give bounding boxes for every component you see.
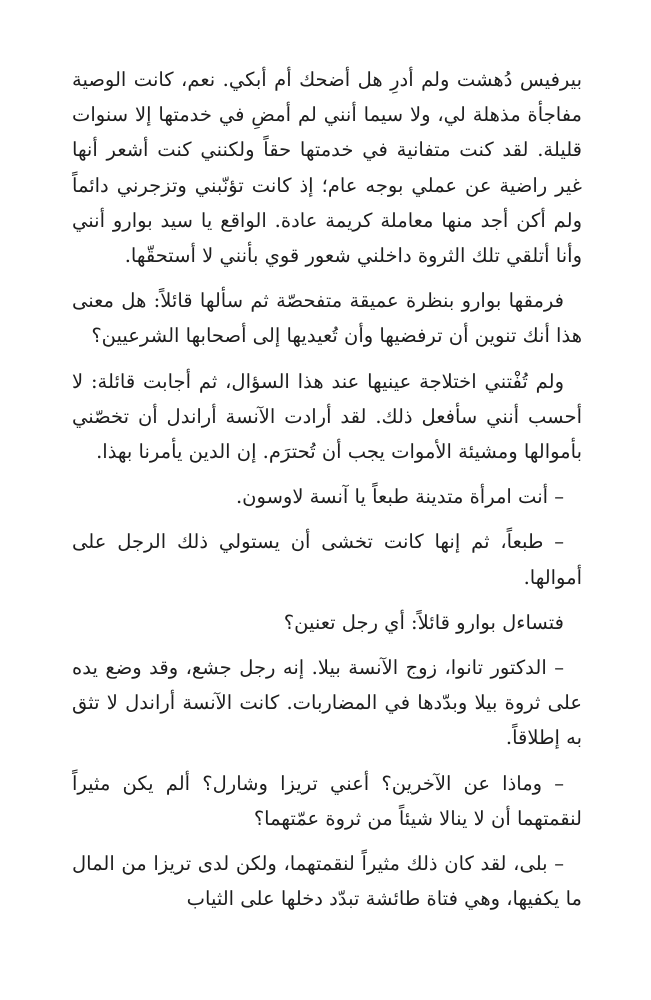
book-page bbox=[72, 62, 582, 926]
paragraph-5: – طبعاً، ثم إنها كانت تخشى أن يستولي ذلك الرجل على أموالها. bbox=[72, 530, 582, 589]
paragraph-4: – أنت امرأة متدينة طبعاً يا آنسة لاوسون. bbox=[235, 485, 564, 509]
paragraph-2: فرمقها بوارو بنظرة عميقة متفحصّة ثم سألها قائلاً: هل معنى هذا أنك تنوين أن ترفضيها وأن تُعيديها إلى أصحابها الشرعيين؟ bbox=[72, 289, 582, 348]
paragraph-3: ولم تُفْتني اختلاجة عينيها عند هذا السؤال، ثم أجابت قائلة: لا أحسب أنني سأفعل ذلك. لقد أرادت الآنسة أراندل أن تخصّني بأموالها ومشيئة الأموات يجب أن تُحترَم. إن الدين يأمرنا بهذا. bbox=[72, 369, 582, 464]
paragraph-7: – الدكتور تانوا، زوج الآنسة بيلا. إنه رجل جشع، وقد وضع يده على ثروة بيلا وبدّدها في المضاربات. كانت الآنسة أراندل لا تثق به إطلاقاً. bbox=[72, 656, 582, 750]
paragraph-6: فتساءل بوارو قائلاً: أي رجل تعنين؟ bbox=[283, 610, 564, 634]
paragraph-1: بيرفيس دُهشت ولم أدرِ هل أضحك أم أبكي. نعم، كانت الوصية مفاجأة مذهلة لي، ولا سيما أنني لم أمضِ في خدمتها إلا سنوات قليلة. لقد كنت متفانية في خدمتها حقاً ولكنني كنت أشعر أنها غير راضية عن عملي بوجه عام؛ إذ كانت تؤنّبني وتزجرني دائماً ولم أكن أجد منها معاملة كريمة عادة. الواقع يا سيد بوارو أنني وأنا أتلقي تلك الثروة داخلني شعور قوي بأنني لا أستحقّها. bbox=[72, 68, 582, 268]
paragraph-9: – بلى، لقد كان ذلك مثيراً لنقمتهما، ولكن لدى تريزا من المال ما يكفيها، وهي فتاة طائشة تبدّد دخلها على الثياب bbox=[72, 852, 582, 911]
paragraph-8: – وماذا عن الآخرين؟ أعني تريزا وشارل؟ ألم يكن مثيراً لنقمتهما أن لا ينالا شيئاً من ثروة عمّتهما؟ bbox=[72, 771, 582, 830]
